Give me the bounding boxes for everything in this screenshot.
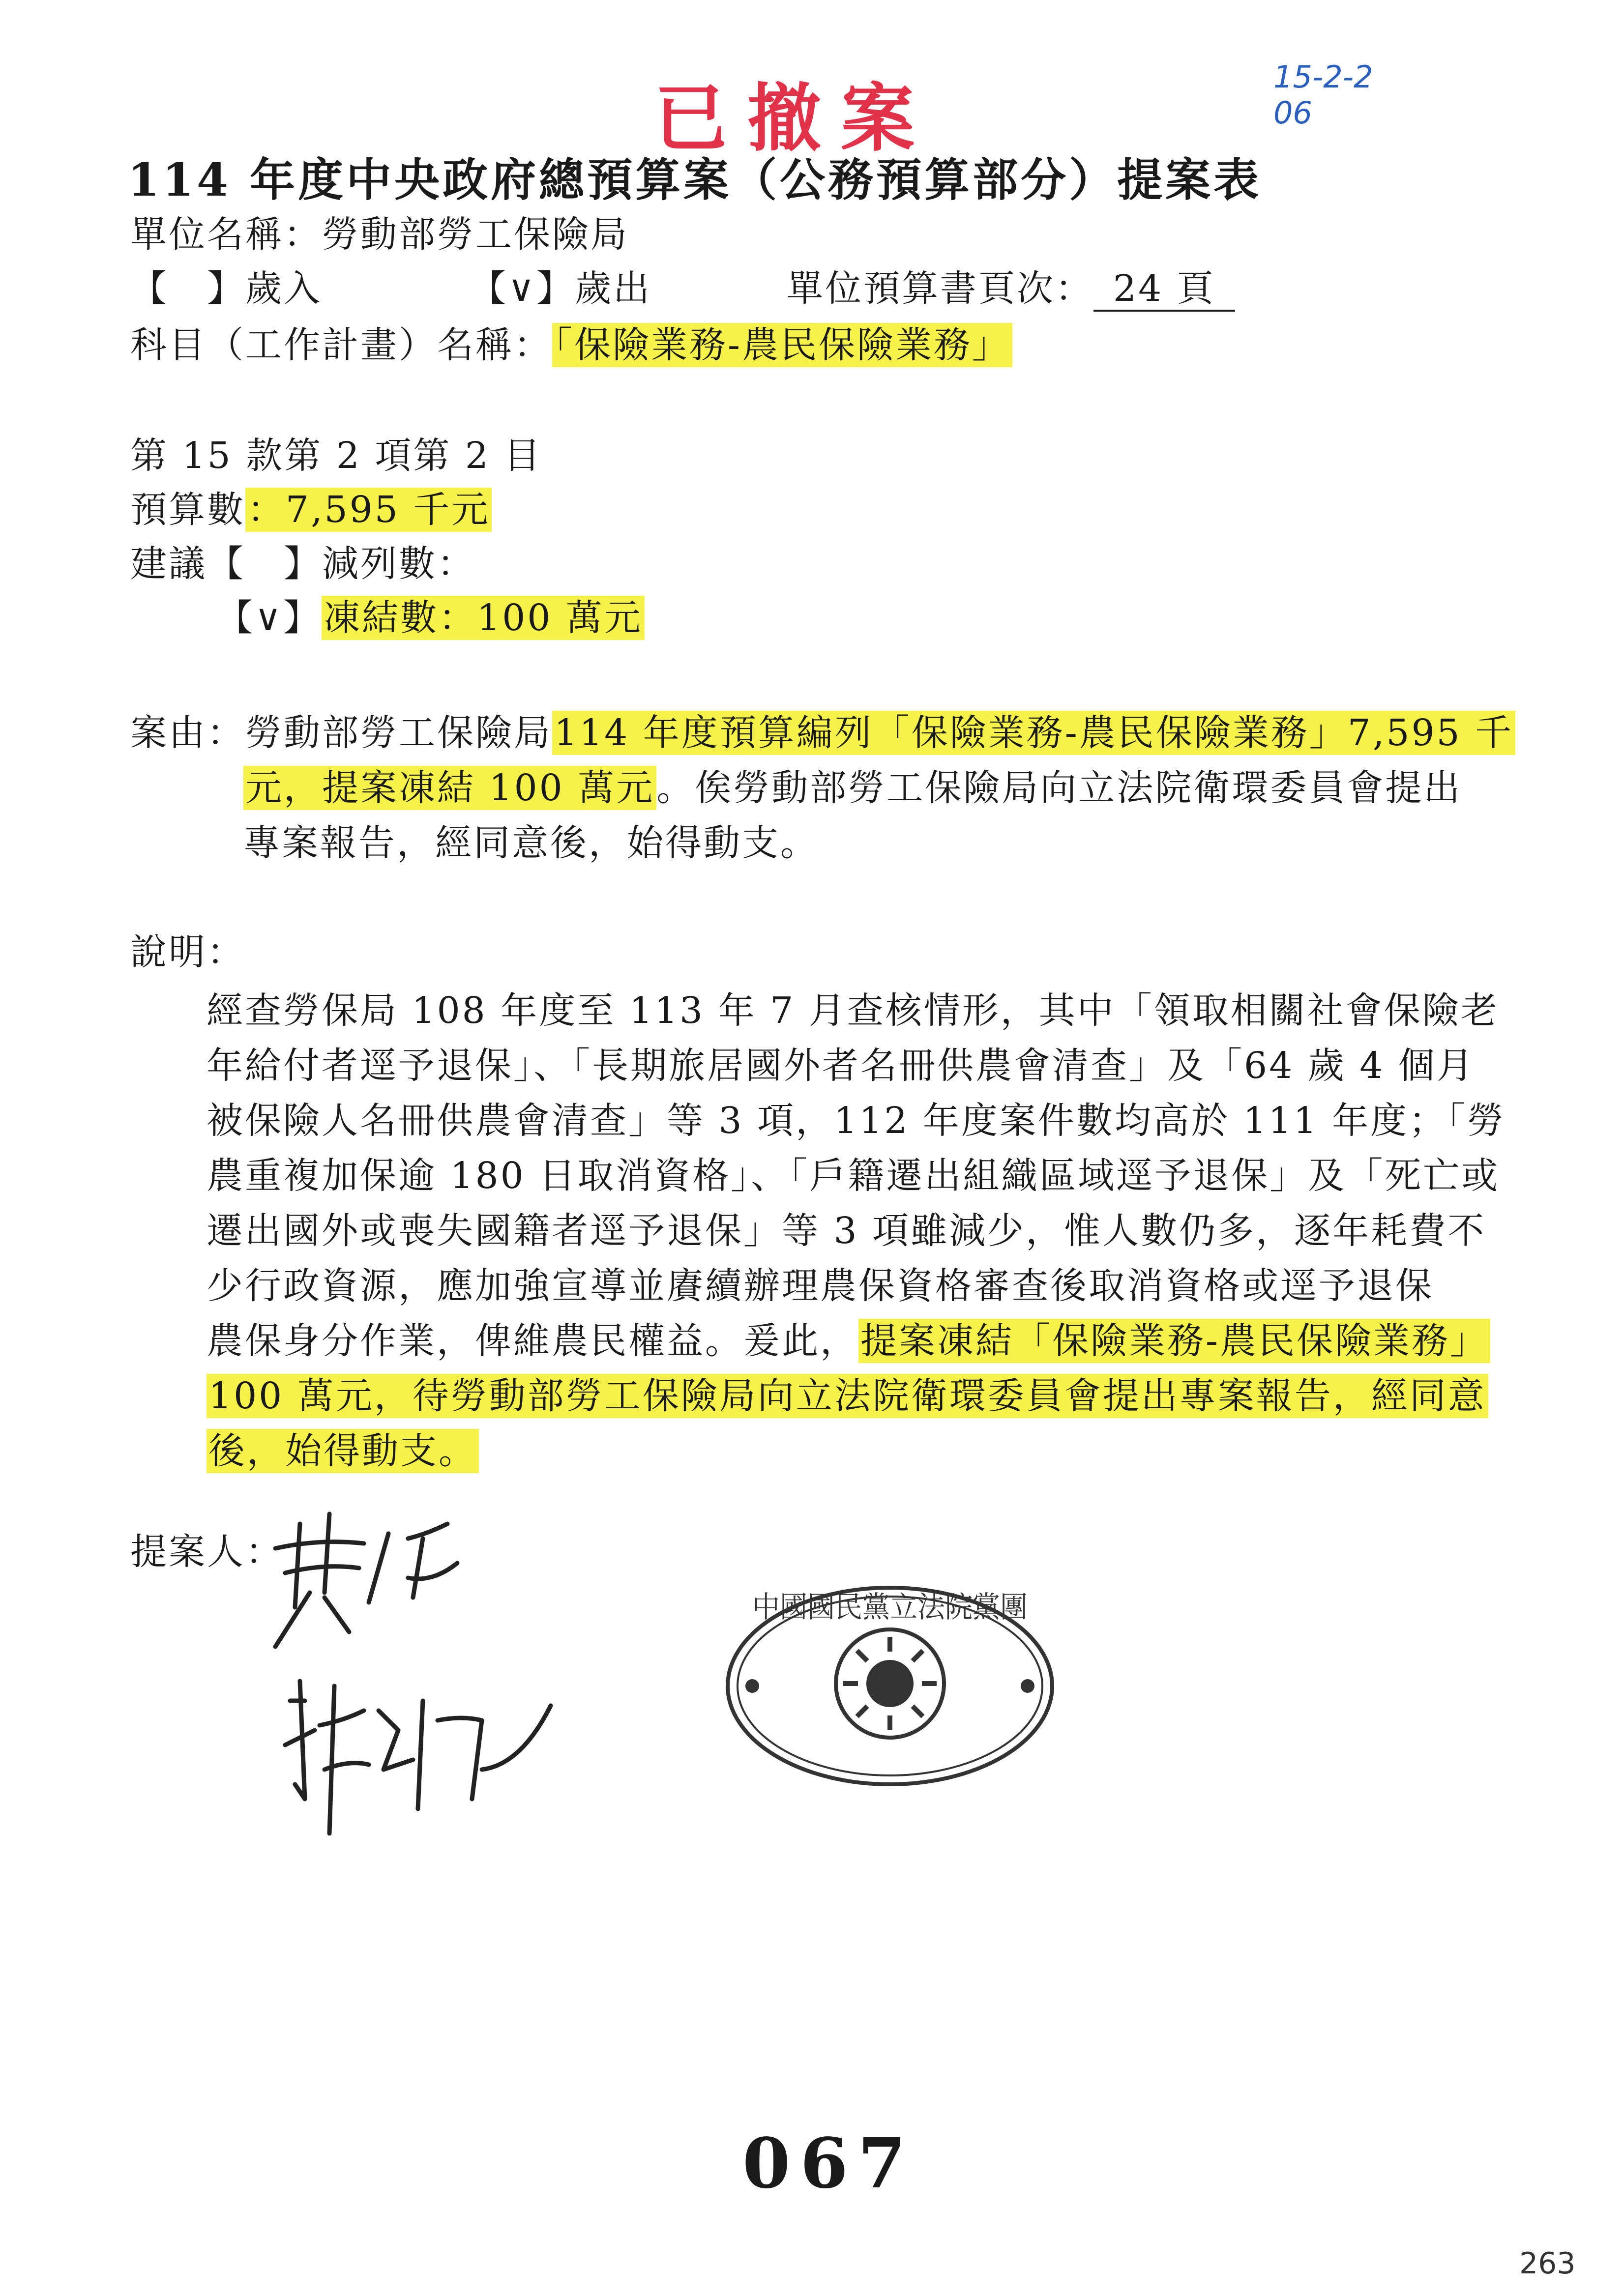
suggest-reduction: 建議【 】減列數： <box>130 543 475 585</box>
budget-item: 第 15 款第 2 項第 2 目 <box>130 435 542 477</box>
seal-text: 中國國民黨立法院黨團 <box>752 1590 1028 1625</box>
corner-number: 263 <box>1519 2246 1576 2281</box>
proposer-label: 提案人： <box>130 1531 284 1573</box>
page-number: 067 <box>742 2123 916 2204</box>
signature-2 <box>275 1671 570 1858</box>
withdrawn-stamp: 已撤案 <box>654 75 935 162</box>
freeze-check: 【∨】 <box>216 597 322 639</box>
budget-amount-label: 預算數 <box>130 489 245 531</box>
budget-amount-value: ：7,595 千元 <box>245 488 492 532</box>
explanation-line <box>207 1368 1506 1424</box>
case-section <box>130 705 1515 871</box>
case-text: 勞動部勞工保險局 <box>245 712 552 754</box>
case-text-2: 。俟勞動部勞工保險局向立法院衛環委員會提出 <box>656 767 1462 809</box>
case-line-2 <box>130 760 1515 815</box>
handwritten-code <box>1273 59 1373 131</box>
case-line-1 <box>130 705 1515 760</box>
explanation-highlight: 100 萬元，待勞動部勞工保險局向立法院衛環委員會提出專案報告，經同意 <box>207 1374 1488 1418</box>
explanation-line: 少行政資源，應加強宣導並賡續辦理農保資格審查後取消資格或逕予退保 <box>207 1265 1434 1307</box>
case-label: 案由： <box>130 712 245 754</box>
case-highlight-2: 元，提案凍結 100 萬元 <box>243 766 656 810</box>
case-highlight-1: 114 年度預算編列「保險業務-農民保險業務」7,595 千 <box>552 711 1515 755</box>
page-ref-label: 單位預算書頁次： <box>787 267 1093 310</box>
explanation-label: 說明： <box>130 931 245 973</box>
explanation-line: 經查勞保局 108 年度至 113 年 7 月查核情形，其中「領取相關社會保險老 <box>207 989 1499 1032</box>
page-ref <box>787 267 1235 310</box>
handwritten-code-line2: 06 <box>1273 95 1312 131</box>
explanation-line: 遷出國外或喪失國籍者逕予退保」等 3 項雖減少，惟人數仍多，逐年耗費不 <box>207 1210 1486 1252</box>
explanation-line: 農重複加保逾 180 日取消資格」、「戶籍遷出組織區域逕予退保」及「死亡或 <box>207 1155 1500 1197</box>
expenditure-checkbox: 【∨】歲出 <box>470 267 652 310</box>
budget-amount <box>130 489 492 531</box>
subject-line <box>130 324 1012 366</box>
explanation-highlight: 提案凍結「保險業務-農民保險業務」 <box>858 1319 1490 1363</box>
explanation-line <box>207 1424 1506 1479</box>
signature-1 <box>266 1504 472 1652</box>
explanation-line: 被保險人名冊供農會清查」等 3 項，112 年度案件數均高於 111 年度；「勞 <box>207 1100 1506 1142</box>
case-line-3: 專案報告，經同意後，始得動支。 <box>243 822 819 864</box>
explanation-text: 農保身分作業，俾維農民權益。爰此， <box>207 1320 858 1362</box>
explanation-line: 年給付者逕予退保」、「長期旅居國外者名冊供農會清查」及「64 歲 4 個月 <box>207 1045 1475 1087</box>
party-seal <box>723 1583 1057 1789</box>
handwritten-code-line1: 15-2-2 <box>1273 59 1373 95</box>
page-title: 114 年度中央政府總預算案（公務預算部分）提案表 <box>128 153 1262 206</box>
freeze-line <box>216 597 645 639</box>
explanation-highlight: 後，始得動支。 <box>207 1429 479 1473</box>
page-ref-value: 24 頁 <box>1093 267 1235 312</box>
subject-label: 科目（工作計畫）名稱： <box>130 324 552 366</box>
subject-value: 「保險業務-農民保險業務」 <box>552 323 1012 367</box>
revenue-checkbox: 【 】歲入 <box>130 267 322 310</box>
explanation-line <box>207 1313 1506 1368</box>
freeze-value: 凍結數：100 萬元 <box>322 596 645 640</box>
explanation-body <box>207 983 1506 1479</box>
unit-name: 單位名稱：勞動部勞工保險局 <box>130 213 629 256</box>
